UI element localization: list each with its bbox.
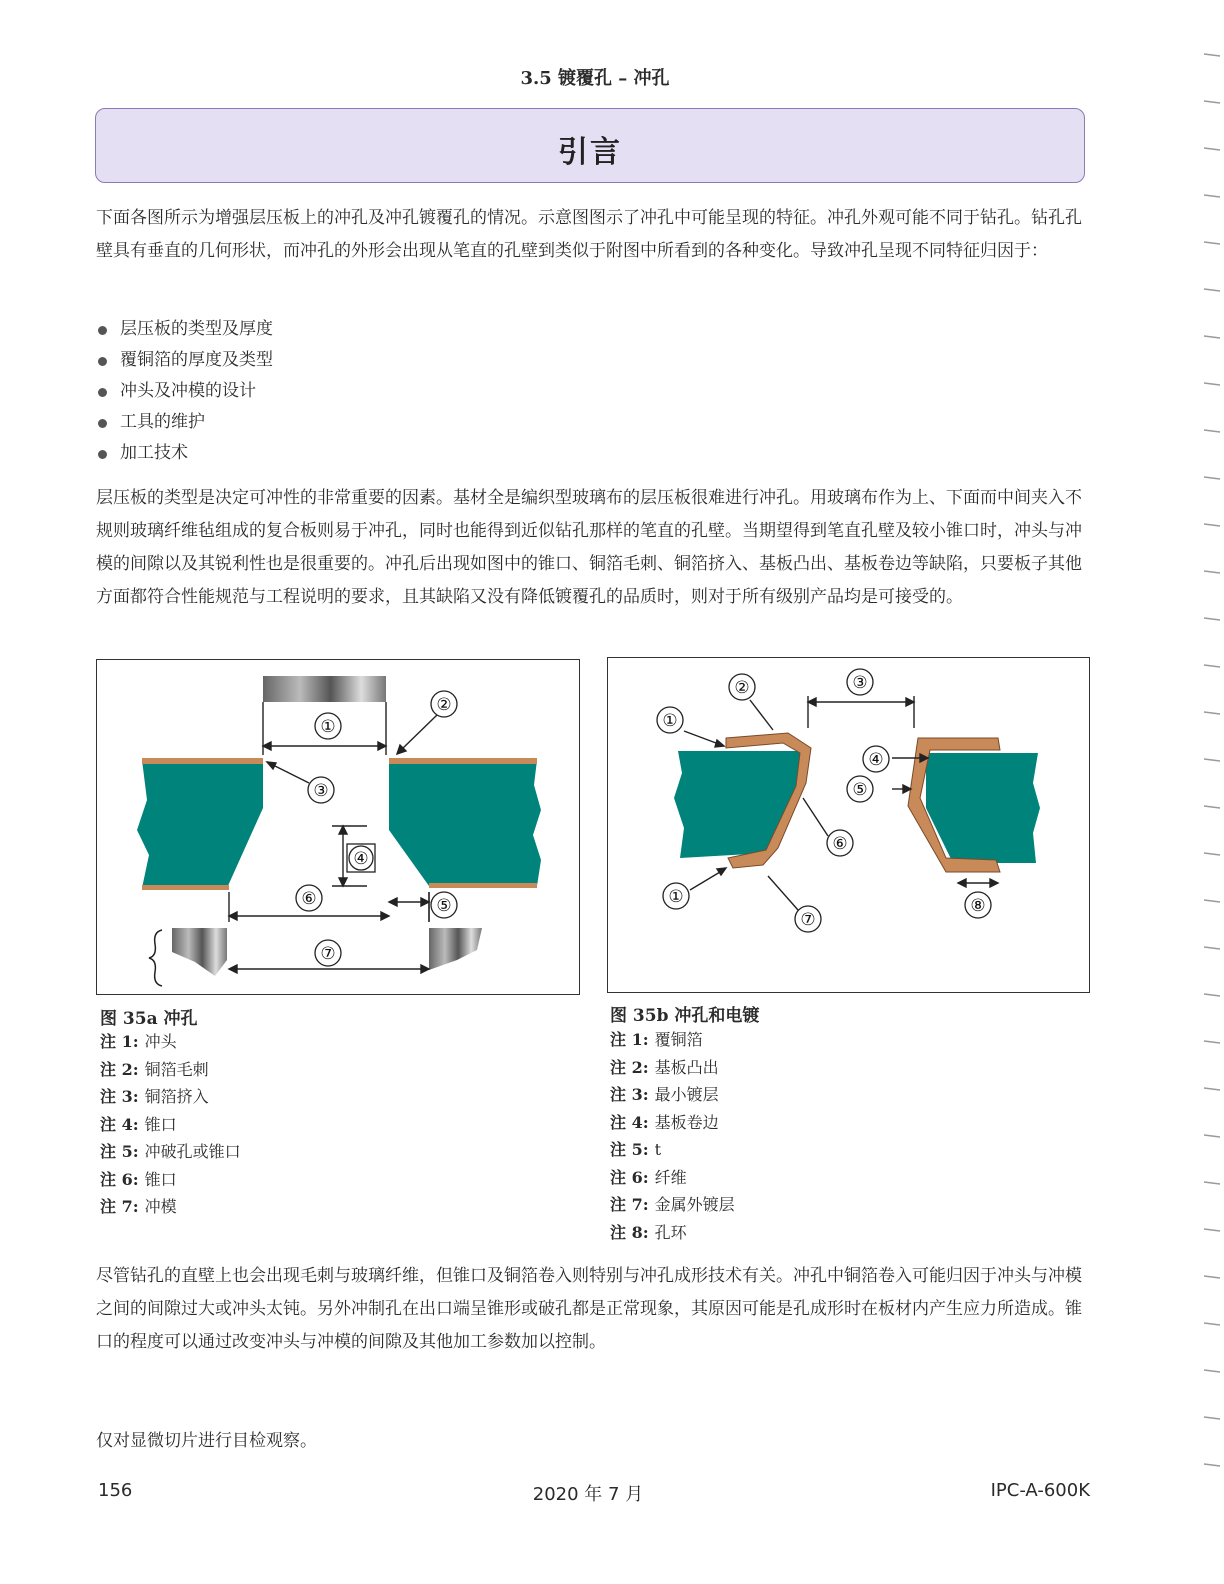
note-item: 注 3: 最小镀层	[610, 1085, 719, 1104]
note-item: 注 5: 冲破孔或锥口	[100, 1142, 241, 1161]
figure-35a-caption: 图 35a 冲孔	[100, 1009, 198, 1029]
edge-mark	[1204, 665, 1220, 667]
laminate-left	[137, 760, 263, 888]
page-number: 156	[98, 1480, 133, 1501]
list-item: 覆铜箔的厚度及类型	[96, 345, 273, 376]
marker-1: ①	[662, 711, 678, 731]
figure-35a-notes	[100, 1028, 241, 1221]
figure-35b-drawing	[608, 658, 1089, 992]
edge-mark	[1204, 853, 1220, 855]
edge-mark	[1204, 712, 1220, 714]
laminate-right	[926, 753, 1040, 863]
edge-mark	[1204, 994, 1220, 996]
edge-mark	[1204, 195, 1220, 197]
copper-foil	[142, 885, 229, 890]
edge-mark	[1204, 54, 1220, 56]
copper-foil	[389, 758, 537, 764]
edge-mark	[1204, 1229, 1220, 1231]
punch-tool	[263, 676, 386, 702]
marker-5: ⑤	[852, 780, 868, 800]
edge-mark	[1204, 289, 1220, 291]
list-item: 冲头及冲模的设计	[96, 376, 273, 407]
figure-35b-notes	[610, 1026, 735, 1246]
marker-6: ⑥	[301, 889, 317, 909]
copper-foil	[142, 758, 263, 764]
list-item: 层压板的类型及厚度	[96, 314, 273, 345]
edge-mark	[1204, 477, 1220, 479]
note-item: 注 7: 冲模	[100, 1197, 177, 1216]
edge-mark	[1204, 618, 1220, 620]
edge-mark	[1204, 759, 1220, 761]
edge-mark	[1204, 1370, 1220, 1372]
edge-mark	[1204, 900, 1220, 902]
note-item: 注 8: 孔环	[610, 1222, 687, 1242]
note-item: 注 1: 冲头	[100, 1032, 177, 1051]
laminate-left	[674, 751, 803, 858]
edge-mark	[1204, 242, 1220, 244]
laminate-right	[389, 760, 541, 886]
intro-paragraph: 下面各图所示为增强层压板上的冲孔及冲孔镀覆孔的情况。示意图图示了冲孔中可能呈现的特征。冲孔外观可能不同于钻孔。钻孔孔壁具有垂直的几何形状，而冲孔的外形会出现从笔直的孔壁到类似于附图中所看到的各种变化。导致冲孔呈现不同特征归因于：	[96, 208, 1082, 261]
list-item: 工具的维护	[96, 407, 273, 438]
note-item: 注 2: 铜箔毛刺	[100, 1059, 209, 1079]
note-item: 注 2: 基板凸出	[610, 1057, 719, 1077]
note-item: 注 4: 锥口	[100, 1114, 177, 1134]
copper-foil	[429, 883, 537, 888]
edge-mark	[1204, 1041, 1220, 1043]
note-item: 注 4: 基板卷边	[610, 1112, 719, 1132]
marker-2: ②	[436, 695, 452, 715]
brace	[149, 930, 162, 986]
document-id: IPC-A-600K	[990, 1480, 1090, 1501]
marker-4: ④	[353, 849, 369, 869]
figure-35b	[607, 657, 1090, 993]
section-title: 3.5 镀覆孔 – 冲孔	[520, 68, 670, 89]
edge-mark	[1204, 947, 1220, 949]
conclusion-paragraph: 尽管钻孔的直壁上也会出现毛刺与玻璃纤维，但锥口及铜箔卷入则特别与冲孔成形技术有关。冲孔中铜箔卷入可能归因于冲头与冲模之间的间隙过大或冲头太钝。另外冲制孔在出口端呈锥形或破孔都是正常现象，其原因可能是孔成形时在板材内产生应力所造成。锥口的程度可以通过改变冲头与冲模的间隙及其他加工参数加以控制。	[96, 1266, 1082, 1352]
footer-date: 2020 年 7 月	[532, 1484, 644, 1505]
edge-mark	[1204, 1464, 1220, 1466]
page-edge-marks	[1194, 40, 1224, 1540]
marker-8: ⑧	[970, 896, 986, 916]
marker-6: ⑥	[832, 834, 848, 854]
marker-7: ⑦	[800, 910, 816, 930]
list-item: 加工技术	[96, 438, 273, 469]
note-item: 注 1: 覆铜箔	[610, 1030, 703, 1049]
edge-mark	[1204, 148, 1220, 150]
edge-mark	[1204, 1323, 1220, 1325]
marker-5: ⑤	[436, 896, 452, 916]
die-left	[172, 928, 227, 976]
note-item: 注 7: 金属外镀层	[610, 1195, 735, 1214]
inspection-note: 仅对显微切片进行目检观察。	[96, 1431, 317, 1451]
marker-7: ⑦	[320, 944, 336, 964]
marker-3: ③	[313, 781, 329, 801]
edge-mark	[1204, 1417, 1220, 1419]
edge-mark	[1204, 524, 1220, 526]
die-right	[429, 928, 482, 970]
edge-mark	[1204, 1135, 1220, 1137]
edge-mark	[1204, 101, 1220, 103]
edge-mark	[1204, 1182, 1220, 1184]
intro-banner	[95, 108, 1085, 183]
edge-mark	[1204, 1088, 1220, 1090]
marker-2: ②	[734, 678, 750, 698]
figure-35a	[96, 659, 580, 995]
factor-list	[96, 314, 273, 469]
edge-mark	[1204, 383, 1220, 385]
marker-3: ③	[852, 673, 868, 693]
marker-1: ①	[320, 717, 336, 737]
note-item: 注 6: 纤维	[610, 1167, 687, 1187]
laminate-paragraph: 层压板的类型是决定可冲性的非常重要的因素。基材全是编织型玻璃布的层压板很难进行冲孔。用玻璃布作为上、下面而中间夹入不规则玻璃纤维毡组成的复合板则易于冲孔，同时也能得到近似钻孔那样的笔直的孔壁。当期望得到笔直孔壁及较小锥口时，冲头与冲模的间隙以及其锐利性也是很重要的。冲孔后出现如图中的锥口、铜箔毛刺、铜箔挤入、基板凸出、基板卷边等缺陷，只要板子其他方面都符合性能规范与工程说明的要求，且其缺陷又没有降低镀覆孔的品质时，则对于所有级别产品均是可接受的。	[96, 488, 1082, 607]
banner-title: 引言	[558, 135, 622, 170]
edge-mark	[1204, 571, 1220, 573]
note-item: 注 6: 锥口	[100, 1169, 177, 1189]
edge-mark	[1204, 1276, 1220, 1278]
edge-mark	[1204, 806, 1220, 808]
note-item: 注 5: t	[610, 1140, 662, 1159]
figure-35b-caption: 图 35b 冲孔和电镀	[610, 1006, 760, 1026]
edge-mark	[1204, 336, 1220, 338]
marker-4: ④	[868, 750, 884, 770]
note-item: 注 3: 铜箔挤入	[100, 1087, 209, 1106]
edge-mark	[1204, 430, 1220, 432]
figure-35a-drawing	[97, 660, 579, 994]
marker-1-bottom: ①	[668, 887, 684, 907]
